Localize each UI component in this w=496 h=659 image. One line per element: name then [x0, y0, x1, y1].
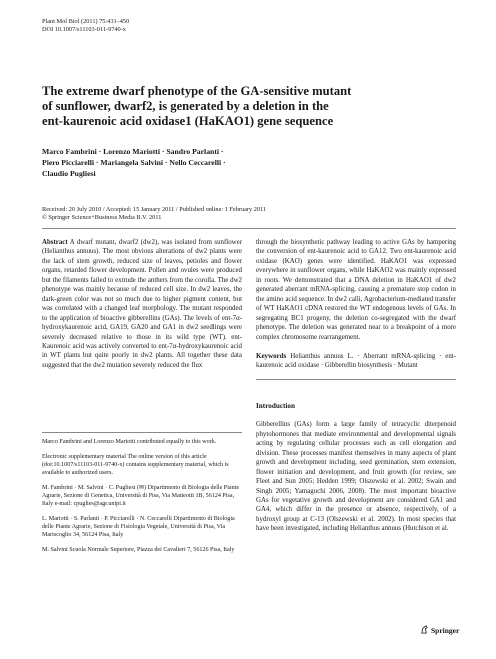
- supplementary-note: Electronic supplementary material The online version of this article (doi:10.1007/s11103-011-9740-x) contains supplementary material, which is available to authorized users.: [42, 454, 229, 476]
- contribution-note: Marco Fambrini and Lorenzo Mariotti contributed equally to this work.: [42, 439, 217, 445]
- keywords-label: Keywords: [256, 351, 287, 360]
- footnotes: [42, 438, 242, 561]
- springer-horse-icon: [420, 625, 429, 634]
- right-column: [256, 238, 456, 534]
- divider-intro: [256, 379, 456, 380]
- abstract-column: [42, 238, 242, 370]
- copyright-line: © Springer Science+Business Media B.V. 2011: [42, 214, 162, 221]
- journal-header: [42, 18, 129, 34]
- title-line-2: of sunflower, dwarf2, is generated by a deletion in the: [42, 99, 329, 113]
- affiliation-3: M. Salvini Scuola Normale Superiore, Piazza dei Cavalieri 7, 56126 Pisa, Italy: [42, 547, 235, 553]
- abstract-continuation: through the biosynthetic pathway leading to active GAs by hampering the conversion of ent-kaurenoic acid to GA12. Two ent-kaurenoic acid oxidase (KAO) genes were identified. HaKAO1 was expressed everywhere in sunflower organs, while HaKAO2 was mainly expressed in roots. We demonstrated that a DNA deletion in HaKAO1 of dw2 generated aberrant mRNA-splicing, causing a premature stop codon in the amino acid sequence. In dw2 calli, Agrobacterium-mediated transfer of WT HaKAO1 cDNA restored the WT endogenous levels of GAs. In segregating BC1 progeny, the deletion co-segregated with the dwarf phenotype. The deletion was generated near to a breakpoint of a more complex chromosome rearrangement.: [256, 239, 456, 341]
- authors-line-1: Marco Fambrini · Lorenzo Mariotti · Sandro Parlanti ·: [42, 147, 224, 156]
- divider-top: [42, 228, 456, 229]
- authors-line-3: Claudio Pugliesi: [42, 169, 96, 178]
- history-dates: Received: 20 July 2010 / Accepted: 15 January 2011 / Published online: 1 February 2011: [42, 206, 267, 213]
- title-line-1: The extreme dwarf phenotype of the GA-sensitive mutant: [42, 84, 352, 98]
- affiliation-2: L. Mariotti · S. Parlanti · P. Picciarelli · N. Ceccarelli Dipartimento di Biologia delle Piante Agrarie, Sezione di Fisiologia Vegetale, Università di Pisa, Via Mariscoglio 34, 56124 Pisa, Italy: [42, 516, 235, 538]
- introduction-heading: Introduction: [256, 401, 296, 410]
- abstract-text: A dwarf mutant, dwarf2 (dw2), was isolated from sunflower (Helianthus annuus). The most obvious alterations of dw2 plants were the lack of stem growth, reduced size of leaves, petioles and flower organs, retarded flower development. Pollen and ovules were produced but the filaments failed to extrude the anthers from the corolla. The dw2 phenotype was mainly because of reduced cell size. In dw2 leaves, the dark-green color was not so much due to higher pigment content, but was correlated with a changed leaf morphology. The mutant responded to the application of bioactive gibberellins (GAs). The levels of ent-7α-hydroxykaurenoic acid, GA19, GA20 and GA1 in dw2 seedlings were severely decreased relative to those in its wild type (WT). ent-Kaurenoic acid was actively converted to ent-7α-hydroxykaurenoic acid in WT plants but quite poorly in dw2 plants. All together these data suggested that the dw2 mutation severely reduced the flux: [42, 239, 242, 369]
- affiliation-1: M. Fambrini · M. Salvini · C. Pugliesi (✉) Dipartimento di Biologia delle Piante Agrarie, Sezione di Genetica, Università di Pisa, Via Matteotti 1B, 56124 Pisa, Italy e-mail: cpuglies@agr.unipi.it: [42, 485, 240, 507]
- title-line-3: ent-kaurenoic acid oxidase1 (HaKAO1) gene sequence: [42, 114, 334, 128]
- doi: DOI 10.1007/s11103-011-9740-x: [42, 26, 126, 33]
- publisher-mark: [420, 625, 459, 635]
- author-list: [42, 146, 462, 179]
- authors-line-2: Piero Picciarelli · Mariangela Salvini · Nello Ceccarelli ·: [42, 158, 226, 167]
- introduction-text: Gibberellins (GAs) form a large family of tetracyclic diterpenoid phytohormones that mediate environmental and developmental signals acting by regulating cellular processes such as cell elongation and division. These processes manifest themselves in many aspects of plant growth and development including, seed germination, stem extension, flower initiation and development, and fruit growth (for review, see Fleet and Sun 2005; Hedden 1999; Olszewski et al. 2002; Swain and Singh 2005; Yamaguchi 2006, 2008). The most important bioactive GAs for vegetative growth and development are considered GA1 and GA4, which differ in the presence or absence, respectively, of a hydroxyl group at C-13 (Olszewski et al. 2002). In most species that have been investigated, including Helianthus annuus (Hutchison et al.: [256, 421, 456, 533]
- abstract-label: Abstract: [42, 239, 68, 246]
- publisher-name: Springer: [431, 626, 460, 635]
- article-title: [42, 84, 462, 129]
- divider-footnotes: [42, 432, 242, 433]
- keywords-text: Helianthus annuus L. · Aberrant mRNA-splicing · ent-kaurenoic acid oxidase · Gibberellin biosynthesis · Mutant: [256, 352, 456, 370]
- journal-citation: Plant Mol Biol (2011) 75:431–450: [42, 18, 130, 25]
- article-history: [42, 206, 462, 222]
- keywords-block: [256, 352, 456, 371]
